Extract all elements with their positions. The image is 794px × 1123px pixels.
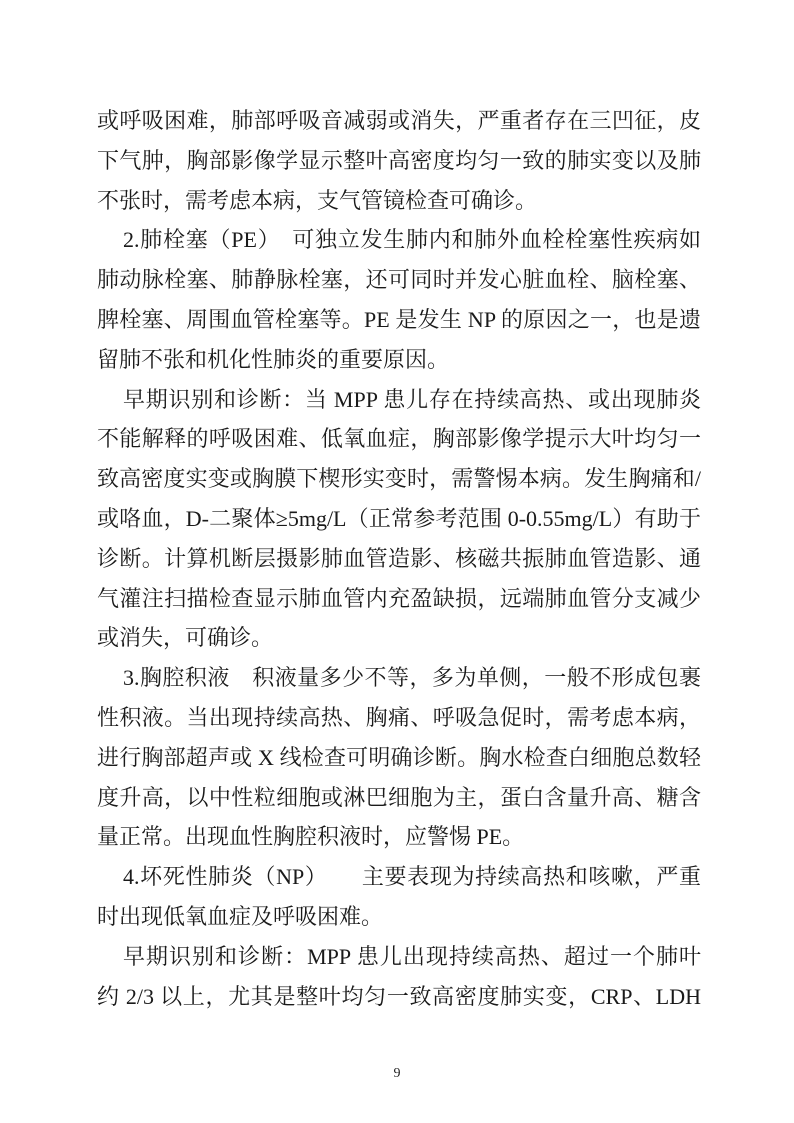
- paragraph: [97, 220, 701, 379]
- text-block: [97, 101, 701, 1016]
- page-number: 9: [393, 1066, 401, 1081]
- text-line: 不张时，需考虑本病，支气管镜检查可确诊。: [97, 187, 538, 213]
- text-line: 早期识别和诊断：当 MPP 患儿存在持续高热、或出现肺炎: [123, 386, 701, 412]
- text-line: 肺动脉栓塞、肺静脉栓塞，还可同时并发心脏血栓、脑栓塞、: [97, 267, 701, 293]
- text-line: 脾栓塞、周围血管栓塞等。PE 是发生 NP 的原因之一，也是遗: [97, 306, 701, 332]
- paragraph: [97, 101, 701, 220]
- text-line: 度升高，以中性粒细胞或淋巴细胞为主，蛋白含量升高、糖含: [97, 784, 701, 810]
- text-line: 或呼吸困难，肺部呼吸音减弱或消失，严重者存在三凹征，皮: [97, 108, 701, 133]
- text-line: 进行胸部超声或 X 线检查可明确诊断。胸水检查白细胞总数轻: [97, 744, 701, 770]
- text-line: 或咯血，D-二聚体≥5mg/L（正常参考范围 0-0.55mg/L）有助于: [97, 505, 701, 531]
- text-line: 诊断。计算机断层摄影肺血管造影、核磁共振肺血管造影、通: [97, 545, 701, 571]
- text-line: 气灌注扫描检查显示肺血管内充盈缺损，远端肺血管分支减少: [97, 585, 701, 611]
- text-line: 不能解释的呼吸困难、低氧血症，胸部影像学提示大叶均匀一: [97, 426, 701, 452]
- text-line: 4.坏死性肺炎（NP） 主要表现为持续高热和咳嗽，严重: [123, 864, 701, 890]
- text-line: 量正常。出现血性胸腔积液时，应警惕 PE。: [97, 824, 525, 850]
- text-line: 早期识别和诊断：MPP 患儿出现持续高热、超过一个肺叶: [123, 943, 701, 969]
- text-line: 下气肿，胸部影像学显示整叶高密度均匀一致的肺实变以及肺: [97, 147, 701, 173]
- text-line: 约 2/3 以上，尤其是整叶均匀一致高密度肺实变，CRP、LDH: [97, 983, 701, 1009]
- text-line: 致高密度实变或胸膜下楔形实变时，需警惕本病。发生胸痛和/: [97, 466, 701, 492]
- text-line: 留肺不张和机化性肺炎的重要原因。: [97, 346, 450, 372]
- text-line: 或消失，可确诊。: [97, 625, 274, 651]
- text-line: 性积液。当出现持续高热、胸痛、呼吸急促时，需考虑本病，: [97, 704, 701, 730]
- paragraph: [97, 857, 701, 937]
- paragraph: [97, 937, 701, 1017]
- text-line: 2.肺栓塞（PE） 可独立发生肺内和肺外血栓栓塞性疾病如: [123, 227, 701, 253]
- text-line: 时出现低氧血症及呼吸困难。: [97, 903, 384, 929]
- paragraph: [97, 658, 701, 857]
- paragraph: [97, 380, 701, 659]
- text-line: 3.胸腔积液 积液量多少不等，多为单侧，一般不形成包裹: [123, 665, 701, 691]
